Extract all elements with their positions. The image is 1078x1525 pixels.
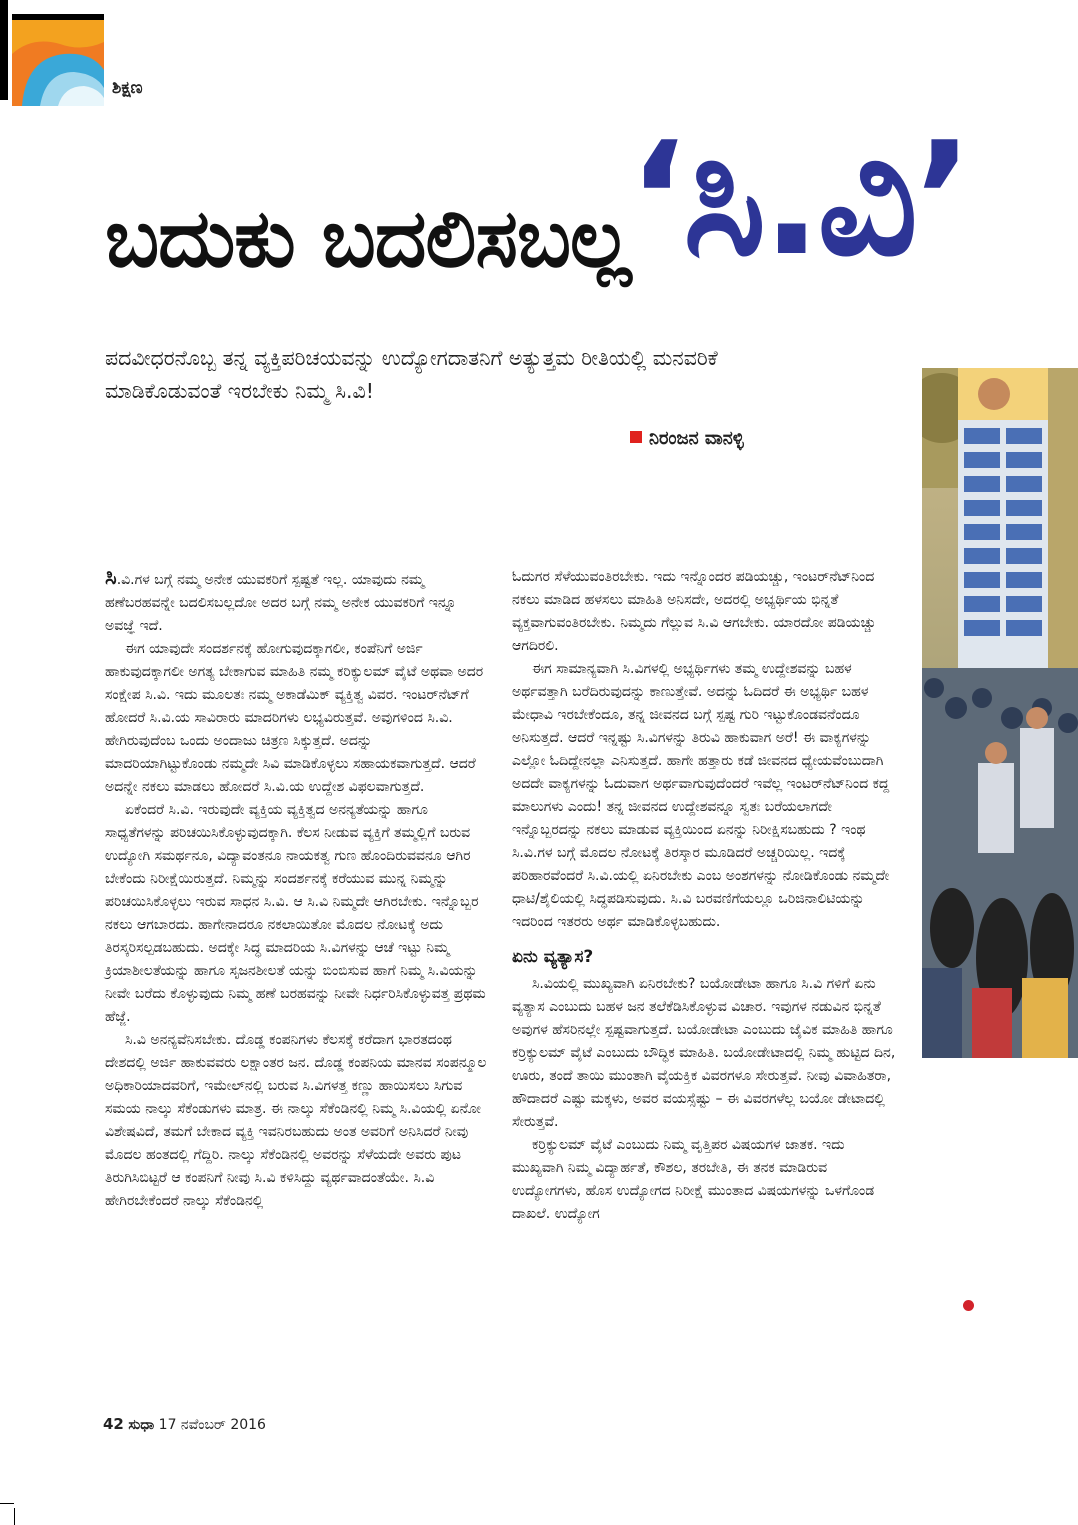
paragraph: ಸಿ.ವಿ ಅನನ್ಯವೆನಿಸಬೇಕು. ದೊಡ್ಡ ಕಂಪನಿಗಳು ಕೆಲಸಕ್ಕೆ ಕರೆದಾಗ ಭಾರತದಂಥ ದೇಶದಲ್ಲಿ ಅರ್ಜಿ ಹಾಕುವವರು ಲಕ್ಷಾಂತರ ಜನ. ದೊಡ್ಡ ಕಂಪನಿಯ ಮಾನವ ಸಂಪನ್ಮೂಲ ಅಧಿಕಾರಿಯಾದವರಿಗೆ, ಇಮೇಲ್‌ನಲ್ಲಿ ಬರುವ ಸಿ.ವಿಗಳತ್ತ ಕಣ್ಣು ಹಾಯಿಸಲು ಸಿಗುವ ಸಮಯ ನಾಲ್ಕು ಸೆಕೆಂಡುಗಳು ಮಾತ್ರ. ಈ ನಾಲ್ಕು ಸೆಕೆಂಡಿನಲ್ಲಿ ನಿಮ್ಮ ಸಿ.ವಿಯಲ್ಲಿ ಏನೋ ವಿಶೇಷವಿದೆ, ತಮಗೆ ಬೇಕಾದ ವ್ಯಕ್ತಿ ಇವನಿರಬಹುದು ಅಂತ ಅವರಿಗೆ ಅನಿಸಿದರೆ ನೀವು ಮೊದಲ ಹಂತದಲ್ಲಿ ಗೆದ್ದಿರಿ. ನಾಲ್ಕು ಸೆಕೆಂಡಿನಲ್ಲಿ ಅವರನ್ನು ಸೆಳೆಯದೇ ಅವರು ಪುಟ ತಿರುಗಿಸಿಬಿಟ್ಟರೆ ಆ ಕಂಪನಿಗೆ ನೀವು ಸಿ.ವಿ ಕಳಿಸಿದ್ದು ವ್ಯರ್ಥವಾದಂತೆಯೇ. ಸಿ.ವಿ ಹೇಗಿರಬೇಕೆಂದರೆ ನಾಲ್ಕು ಸೆಕೆಂಡಿನಲ್ಲಿ [105, 1032, 487, 1209]
subheading: ಏನು ವ್ಯತ್ಯಾಸ? [512, 947, 594, 967]
page-footer [103, 1415, 266, 1433]
decorative-dot [963, 1300, 974, 1311]
headline: ಬದುಕು ಬದಲಿಸಬಲ್ಲ [105, 192, 631, 285]
page-number: 42 [103, 1415, 124, 1433]
byline [630, 428, 744, 449]
magazine-name: ಸುಧಾ [128, 1417, 155, 1433]
body-column-left [105, 566, 488, 1213]
paragraph: ಕರ್ರಿಕ್ಯುಲಮ್ ವೈಟೆ ಎಂಬುದು ನಿಮ್ಮ ವೃತ್ತಿಪರ ವಿಷಯಗಳ ಜಾತಕ. ಇದು ಮುಖ್ಯವಾಗಿ ನಿಮ್ಮ ವಿದ್ಯಾರ್ಹತೆ, ಕೌಶಲ, ತರಬೇತಿ, ಈ ತನಕ ಮಾಡಿರುವ ಉದ್ಯೋಗಗಳು, ಹೊಸ ಉದ್ಯೋಗದ ನಿರೀಕ್ಷೆ ಮುಂತಾದ ವಿಷಯಗಳನ್ನು ಒಳಗೊಂಡ ದಾಖಲೆ. ಉದ್ಯೋಗ [512, 1137, 875, 1222]
paragraph-text: .ವಿ.ಗಳ ಬಗ್ಗೆ ನಮ್ಮ ಅನೇಕ ಯುವಕರಿಗೆ ಸ್ಪಷ್ಟತೆ ಇಲ್ಲ. ಯಾವುದು ನಮ್ಮ ಹಣೆಬರಹವನ್ನೇ ಬದಲಿಸಬಲ್ಲದೋ ಅದರ ಬಗ್ಗೆ ನಮ್ಮ ಅನೇಕ ಯುವಕರಿಗೆ ಇನ್ನೂ ಅವಜ್ಞೆ ಇದೆ. [105, 572, 457, 634]
paragraph [105, 566, 488, 638]
paragraph: ಈಗ ಸಾಮಾನ್ಯವಾಗಿ ಸಿ.ವಿಗಳಲ್ಲಿ ಅಭ್ಯರ್ಥಿಗಳು ತಮ್ಮ ಉದ್ದೇಶವನ್ನು ಬಹಳ ಅರ್ಥವತ್ತಾಗಿ ಬರೆದಿರುವುದನ್ನು ಕಾಣುತ್ತೇವೆ. ಅದನ್ನು ಓದಿದರೆ ಈ ಅಭ್ಯರ್ಥಿ ಬಹಳ ಮೇಧಾವಿ ಇರಬೇಕೆಂದೂ, ತನ್ನ ಜೀವನದ ಬಗ್ಗೆ ಸ್ಪಷ್ಟ ಗುರಿ ಇಟ್ಟುಕೊಂಡವನೆಂದೂ ಅನಿಸುತ್ತದೆ. ಆದರೆ ಇನ್ನಷ್ಟು ಸಿ.ವಿಗಳನ್ನು ತಿರುವಿ ಹಾಕುವಾಗ ಅರೆ! ಈ ವಾಕ್ಯಗಳನ್ನು ಎಲ್ಲೋ ಓದಿದ್ದೇನಲ್ಲಾ ಎನಿಸುತ್ತದೆ. ಹಾಗೇ ಹತ್ತಾರು ಕಡೆ ಜೀವನದ ಧ್ಯೇಯವೆಂಬುದಾಗಿ ಅದದೇ ವಾಕ್ಯಗಳನ್ನು ಓದುವಾಗ ಅರ್ಥವಾಗುವುದೆಂದರೆ ಇವೆಲ್ಲ ಇಂಟರ್‌ನೆಟ್‌ನಿಂದ ಕದ್ದ ಮಾಲುಗಳು ಎಂದು! ತನ್ನ ಜೀವನದ ಉದ್ದೇಶವನ್ನೂ ಸ್ವತಃ ಬರೆಯಲಾಗದೇ ಇನ್ನೊಬ್ಬರದನ್ನು ನಕಲು ಮಾಡುವ ವ್ಯಕ್ತಿಯಿಂದ ಏನನ್ನು ನಿರೀಕ್ಷಿಸಬಹುದು ? ಇಂಥ ಸಿ.ವಿ.ಗಳ ಬಗ್ಗೆ ಮೊದಲ ನೋಟಕ್ಕೆ ತಿರಸ್ಕಾರ ಮೂಡಿದರೆ ಅಚ್ಚರಿಯಿಲ್ಲ. ಇದಕ್ಕೆ ಪರಿಹಾರವೆಂದರೆ ಸಿ.ವಿ.ಯಲ್ಲಿ ಏನಿರಬೇಕು ಎಂಬ ಅಂಶಗಳನ್ನು ನೋಡಿಕೊಂಡು ನಮ್ಮದೇ ಧಾಟಿ/ಶೈಲಿಯಲ್ಲಿ ಸಿದ್ಧಪಡಿಸುವುದು. ಸಿ.ವಿ ಬರವಣಿಗೆಯಲ್ಲೂ ಒರಿಜಿನಾಲಿಟಿಯನ್ನು ಇದರಿಂದ ಇತರರು ಅರ್ಥ ಮಾಡಿಕೊಳ್ಳಬಹುದು. [512, 661, 890, 930]
paragraph: ಈಗ ಯಾವುದೇ ಸಂದರ್ಶನಕ್ಕೆ ಹೋಗುವುದಕ್ಕಾಗಲೀ, ಕಂಪೆನಿಗೆ ಅರ್ಜಿ ಹಾಕುವುದಕ್ಕಾಗಲೀ ಅಗತ್ಯ ಬೇಕಾಗುವ ಮಾಹಿತಿ ನಮ್ಮ ಕರಿಕ್ಯುಲಮ್ ವೈಟೆ ಅಥವಾ ಅದರ ಸಂಕ್ಷೇಪ ಸಿ.ವಿ. ಇದು ಮೂಲತಃ ನಮ್ಮ ಅಕಾಡೆಮಿಕ್ ವ್ಯಕ್ತಿತ್ವ ವಿವರ. ಇಂಟರ್‌ನೆಟ್‌ಗೆ ಹೋದರೆ ಸಿ.ವಿ.ಯ ಸಾವಿರಾರು ಮಾದರಿಗಳು ಲಭ್ಯವಿರುತ್ತವೆ. ಅವುಗಳಿಂದ ಸಿ.ವಿ. ಹೇಗಿರುವುದೆಂಬ ಒಂದು ಅಂದಾಜು ಚಿತ್ರಣ ಸಿಕ್ಕುತ್ತದೆ. ಅದನ್ನು ಮಾದರಿಯಾಗಿಟ್ಟುಕೊಂಡು ನಮ್ಮದೇ ಸಿವಿ ಮಾಡಿಕೊಳ್ಳಲು ಸಹಾಯಕವಾಗುತ್ತದೆ. ಆದರೆ ಅದನ್ನೇ ನಕಲು ಮಾಡಲು ಹೋದರೆ ಸಿ.ವಿ.ಯ ಉದ್ದೇಶ ವಿಫಲವಾಗುತ್ತದೆ. [105, 641, 484, 795]
headline-accent: ‘ಸಿ.ವಿ’ [628, 108, 970, 290]
crop-mark [0, 1503, 14, 1504]
article-deck: ಪದವೀಧರನೊಬ್ಬ ತನ್ನ ವ್ಯಕ್ತಿಪರಿಚಯವನ್ನು ಉದ್ಯೋಗದಾತನಿಗೆ ಅತ್ಯುತ್ತಮ ರೀತಿಯಲ್ಲಿ ಮನವರಿಕೆ ಮಾಡಿಕೊಡುವಂತೆ ಇರಬೇಕು ನಿಮ್ಮ ಸಿ.ವಿ! [105, 346, 718, 403]
paragraph: ಏಕೆಂದರೆ ಸಿ.ವಿ. ಇರುವುದೇ ವ್ಯಕ್ತಿಯ ವ್ಯಕ್ತಿತ್ವದ ಅನನ್ಯತೆಯನ್ನು ಹಾಗೂ ಸಾಧ್ಯತೆಗಳನ್ನು ಪರಿಚಯಿಸಿಕೊಳ್ಳುವುದಕ್ಕಾಗಿ. ಕೆಲಸ ನೀಡುವ ವ್ಯಕ್ತಿಗೆ ತಮ್ಮಲ್ಲಿಗೆ ಬರುವ ಉದ್ಯೋಗಿ ಸಮರ್ಥನೂ, ವಿದ್ಯಾವಂತನೂ ನಾಯಕತ್ವ ಗುಣ ಹೊಂದಿರುವವನೂ ಆಗಿರ ಬೇಕೆಂದು ನಿರೀಕ್ಷೆಯಿರುತ್ತದೆ. ನಿಮ್ಮನ್ನು ಸಂದರ್ಶನಕ್ಕೆ ಕರೆಯುವ ಮುನ್ನ ನಿಮ್ಮನ್ನು ಪರಿಚಯಿಸಿಕೊಳ್ಳಲು ಇರುವ ಸಾಧನ ಸಿ.ವಿ. ಆ ಸಿ.ವಿ ನಿಮ್ಮದೇ ಆಗಿರಬೇಕು. ಇನ್ನೊಬ್ಬರ ನಕಲು ಆಗಬಾರದು. ಹಾಗೇನಾದರೂ ನಕಲಾಯಿತೋ ಮೊದಲ ನೋಟಕ್ಕೆ ಅದು ತಿರಸ್ಕರಿಸಲ್ಪಡಬಹುದು. ಅದಕ್ಕೇ ಸಿದ್ಧ ಮಾದರಿಯ ಸಿ.ವಿಗಳನ್ನು ಆಚೆ ಇಟ್ಟು ನಿಮ್ಮ ಕ್ರಿಯಾಶೀಲತೆಯನ್ನು ಹಾಗೂ ಸೃಜನಶೀಲತೆ ಯನ್ನು ಬಿಂಬಿಸುವ ಹಾಗೆ ನಿಮ್ಮ ಸಿ.ವಿಯನ್ನು ನೀವೇ ಬರೆದು ಕೊಳ್ಳುವುದು ನಿಮ್ಮ ಹಣೆ ಬರಹವನ್ನು ನೀವೇ ನಿರ್ಧರಿಸಿಕೊಳ್ಳುವತ್ತ ಪ್ರಥಮ ಹೆಜ್ಜೆ. [105, 802, 486, 1025]
paragraph: ಸಿ.ವಿಯಲ್ಲಿ ಮುಖ್ಯವಾಗಿ ಏನಿರಬೇಕು? ಬಯೋಡೇಟಾ ಹಾಗೂ ಸಿ.ವಿ ಗಳಿಗೆ ಏನು ವ್ಯತ್ಯಾಸ ಎಂಬುದು ಬಹಳ ಜನ ತಲೆಕೆಡಿಸಿಕೊಳ್ಳುವ ವಿಚಾರ. ಇವುಗಳ ನಡುವಿನ ಭಿನ್ನತೆ ಅವುಗಳ ಹೆಸರಿನಲ್ಲೇ ಸ್ಪಷ್ಟವಾಗುತ್ತದೆ. ಬಯೋಡೇಟಾ ಎಂಬುದು ಜೈವಿಕ ಮಾಹಿತಿ ಹಾಗೂ ಕರ್ರಿಕ್ಯುಲಮ್ ವೈಟೆ ಎಂಬುದು ಬೌದ್ಧಿಕ ಮಾಹಿತಿ. ಬಯೋಡೇಟಾದಲ್ಲಿ ನಿಮ್ಮ ಹುಟ್ಟಿದ ದಿನ, ಊರು, ತಂದೆ ತಾಯಿ ಮುಂತಾಗಿ ವೈಯಕ್ತಿಕ ವಿವರಗಳೂ ಸೇರುತ್ತವೆ. ನೀವು ವಿವಾಹಿತರಾ, ಹೌದಾದರೆ ಎಷ್ಟು ಮಕ್ಕಳು, ಅವರ ವಯಸ್ಸೆಷ್ಟು – ಈ ವಿವರಗಳೆಲ್ಲ ಬಯೋ ಡೇಟಾದಲ್ಲಿ ಸೇರುತ್ತವೆ. [512, 976, 896, 1130]
paragraph: ಓದುಗರ ಸೆಳೆಯುವಂತಿರಬೇಕು. ಇದು ಇನ್ನೊಂದರ ಪಡಿಯಚ್ಚು, ಇಂಟರ್‌ನೆಟ್‌ನಿಂದ ನಕಲು ಮಾಡಿದ ಹಳಸಲು ಮಾಹಿತಿ ಅನಿಸದೇ, ಅದರಲ್ಲಿ ಅಭ್ಯರ್ಥಿಯ ಭಿನ್ನತೆ ವ್ಯಕ್ತವಾಗುವಂತಿರಬೇಕು. ನಿಮ್ಮದು ಗೆಲ್ಲುವ ಸಿ.ವಿ ಆಗಬೇಕು. ಯಾರದೋ ಪಡಿಯಚ್ಚು ಆಗದಿರಲಿ. [512, 569, 876, 654]
crop-mark [0, 0, 8, 100]
crop-mark [14, 1508, 15, 1525]
publication-logo-icon [12, 14, 104, 106]
job-fair-crowd-photo [922, 368, 1078, 1058]
issue-date: 17 ನವೆಂಬರ್ 2016 [158, 1417, 266, 1433]
byline-marker-icon [630, 431, 642, 443]
body-column-right [512, 566, 900, 1226]
section-label: ಶಿಕ್ಷಣ [112, 78, 143, 98]
dropcap: ಸಿ [105, 565, 117, 590]
byline-author: ನಿರಂಜನ ವಾನಳ್ಳಿ [649, 428, 744, 449]
